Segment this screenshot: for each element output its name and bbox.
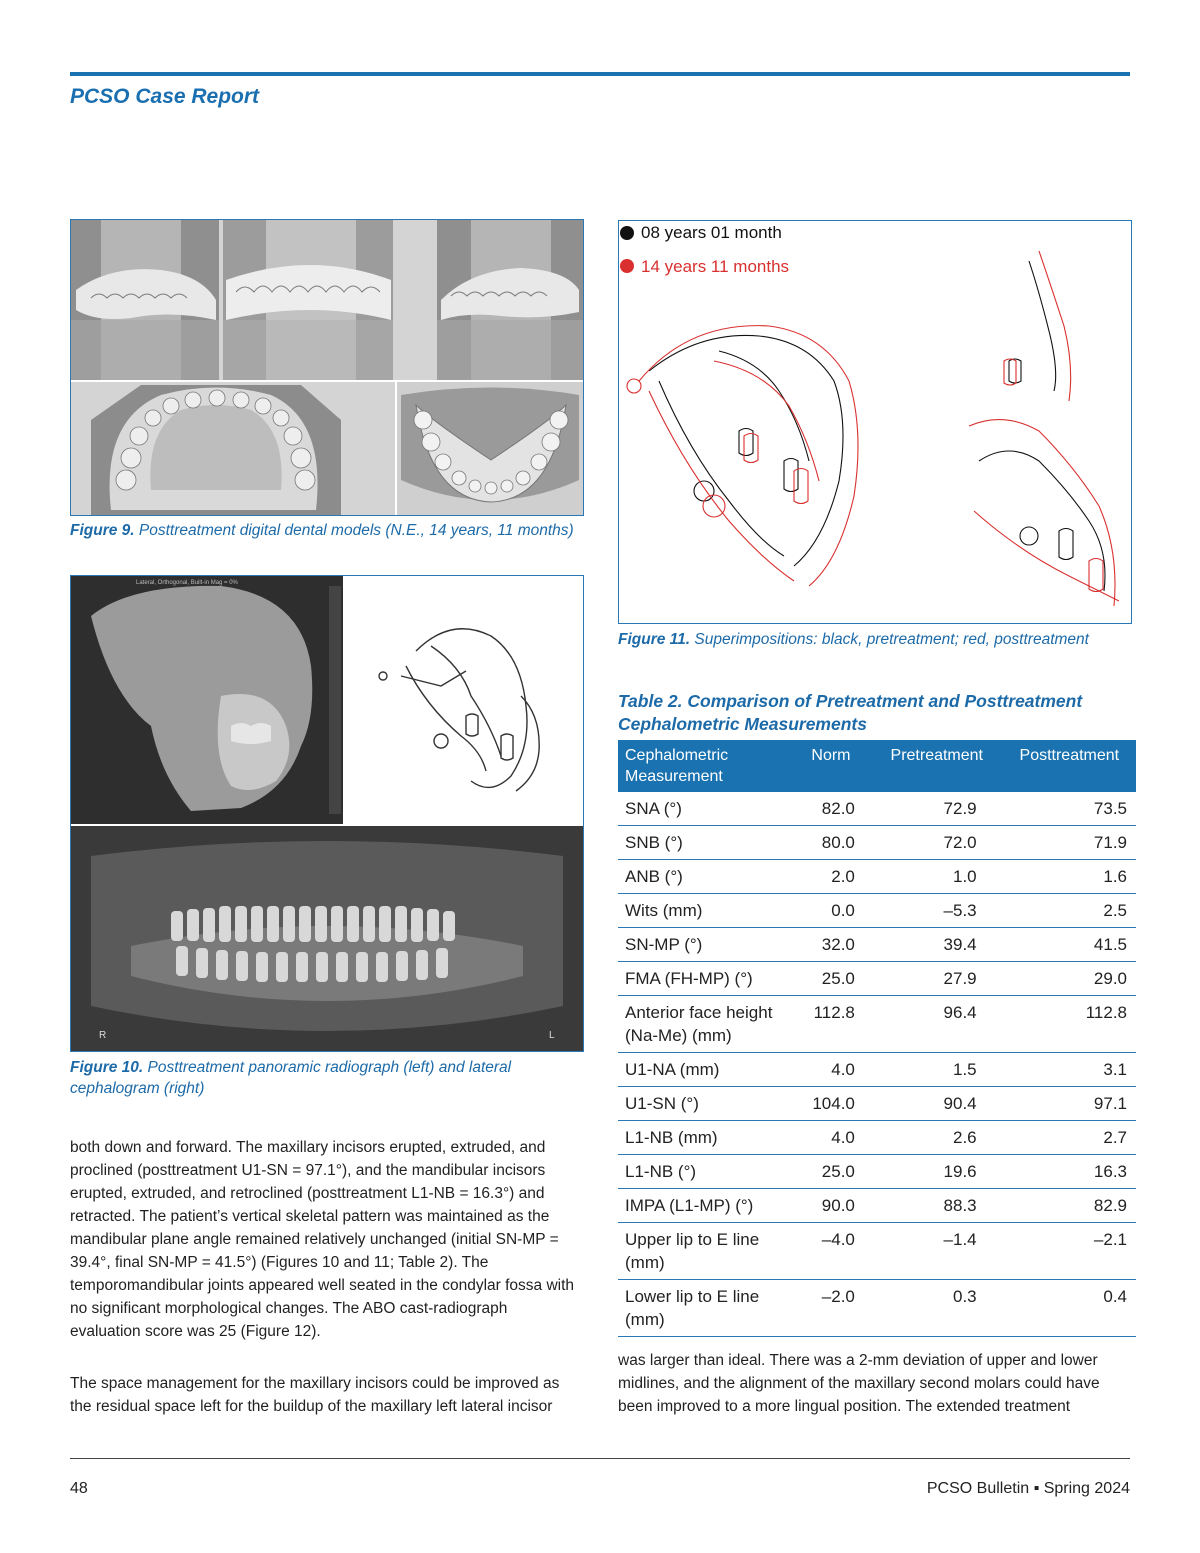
cell-norm: –2.0 (791, 1280, 871, 1337)
cell-posttreatment: –2.1 (1003, 1223, 1136, 1280)
figure-10-label: Figure 10. (70, 1059, 144, 1076)
legend-red-dot (620, 259, 634, 273)
cell-norm: 104.0 (791, 1087, 871, 1121)
cell-measurement: FMA (FH-MP) (°) (618, 962, 791, 996)
cell-measurement: Wits (mm) (618, 894, 791, 928)
table-row (618, 826, 1136, 860)
cell-pretreatment: 27.9 (871, 962, 1003, 996)
cell-posttreatment: 3.1 (1003, 1053, 1136, 1087)
cell-norm: 82.0 (791, 792, 871, 826)
cell-pretreatment: 72.9 (871, 792, 1003, 826)
figure-11-caption-text: Superimpositions: black, pretreatment; red, posttreatment (694, 631, 1089, 648)
figure-9-caption (70, 520, 590, 541)
cell-measurement: Upper lip to E line (mm) (618, 1223, 791, 1280)
figure-11-caption (618, 629, 1138, 650)
page-number: 48 (70, 1480, 88, 1497)
cell-pretreatment: 1.5 (871, 1053, 1003, 1087)
cell-posttreatment: 71.9 (1003, 826, 1136, 860)
cell-posttreatment: 2.7 (1003, 1121, 1136, 1155)
col-header-norm: Norm (791, 740, 871, 792)
cell-posttreatment: 73.5 (1003, 792, 1136, 826)
cell-measurement: L1-NB (°) (618, 1155, 791, 1189)
table-row (618, 962, 1136, 996)
table-row (618, 792, 1136, 826)
cell-posttreatment: 112.8 (1003, 996, 1136, 1053)
cell-measurement: Lower lip to E line (mm) (618, 1280, 791, 1337)
cell-measurement: SNA (°) (618, 792, 791, 826)
cell-norm: 4.0 (791, 1053, 871, 1087)
cell-pretreatment: 1.0 (871, 860, 1003, 894)
pano-left-marker: R (99, 1030, 107, 1041)
table-row (618, 1189, 1136, 1223)
cell-norm: 90.0 (791, 1189, 871, 1223)
dental-models-illustration (71, 220, 583, 515)
figure-11-label: Figure 11. (618, 631, 691, 648)
cell-norm: 2.0 (791, 860, 871, 894)
cell-measurement: Anterior face height (Na-Me) (mm) (618, 996, 791, 1053)
cell-norm: –4.0 (791, 1223, 871, 1280)
cell-pretreatment: 39.4 (871, 928, 1003, 962)
table-row (618, 1280, 1136, 1337)
cell-measurement: L1-NB (mm) (618, 1121, 791, 1155)
col-header-measurement: Cephalometric Measurement (618, 740, 791, 792)
cell-pretreatment: 0.3 (871, 1280, 1003, 1337)
cell-pretreatment: 19.6 (871, 1155, 1003, 1189)
ceph-header-text: Lateral, Orthogonal, Built-in Mag = 0% (136, 580, 238, 586)
cell-posttreatment: 2.5 (1003, 894, 1136, 928)
table-row (618, 928, 1136, 962)
cell-pretreatment: 72.0 (871, 826, 1003, 860)
cell-measurement: U1-SN (°) (618, 1087, 791, 1121)
table-row (618, 1087, 1136, 1121)
figure-10-caption (70, 1057, 570, 1099)
right-paragraph: was larger than ideal. There was a 2-mm deviation of upper and lower midlines, and the alignment of the maxillary second molars could have been improved to a more lingual position. The extended treatment (618, 1352, 1100, 1415)
table-row (618, 860, 1136, 894)
running-head: PCSO Case Report (70, 85, 260, 108)
table-row (618, 1121, 1136, 1155)
cell-measurement: U1-NA (mm) (618, 1053, 791, 1087)
cell-norm: 4.0 (791, 1121, 871, 1155)
cell-norm: 112.8 (791, 996, 871, 1053)
journal-footer: PCSO Bulletin ▪ Spring 2024 (926, 1480, 1130, 1497)
cell-posttreatment: 1.6 (1003, 860, 1136, 894)
cell-pretreatment: 88.3 (871, 1189, 1003, 1223)
cell-posttreatment: 97.1 (1003, 1087, 1136, 1121)
figure-11-superimposition (618, 220, 1132, 624)
radiographs-illustration (71, 576, 583, 1051)
cell-pretreatment: 90.4 (871, 1087, 1003, 1121)
cell-pretreatment: 2.6 (871, 1121, 1003, 1155)
superimposition-tracing (619, 221, 1131, 623)
cell-posttreatment: 41.5 (1003, 928, 1136, 962)
cell-measurement: ANB (°) (618, 860, 791, 894)
cell-norm: 80.0 (791, 826, 871, 860)
cephalometric-table (618, 740, 1136, 1337)
figure-10-caption-text: Posttreatment panoramic radiograph (left) and lateral cephalogram (right) (70, 1059, 512, 1097)
cell-posttreatment: 0.4 (1003, 1280, 1136, 1337)
legend-black-label: 08 years 01 month (641, 223, 782, 242)
figure-9-caption-text: Posttreatment digital dental models (N.E., 14 years, 11 months) (138, 522, 574, 539)
table-row (618, 1053, 1136, 1087)
left-paragraph-1: both down and forward. The maxillary incisors erupted, extruded, and proclined (posttreatment U1-SN = 97.1°), and the mandibular incisors erupted, extruded, and retroclined (posttreatment L1-NB = 16.3°) and retracted. The patient’s vertical skeletal pattern was maintained as the mandibular plane angle remained relatively unchanged (initial SN-MP = 39.4°, final SN-MP = 41.5°) (Figures 10 and 11; Table 2). The temporomandibular joints appeared well seated in the condylar fossa with no significant morphological changes. The ABO cast-radiograph evaluation score was 25 (Figure 12). (70, 1139, 575, 1340)
cell-measurement: SNB (°) (618, 826, 791, 860)
cell-pretreatment: –1.4 (871, 1223, 1003, 1280)
table-body (618, 792, 1136, 1337)
cell-norm: 0.0 (791, 894, 871, 928)
table-header-row (618, 740, 1136, 792)
table-row (618, 1223, 1136, 1280)
table-row (618, 996, 1136, 1053)
footer-rule (70, 1458, 1130, 1459)
cell-measurement: IMPA (L1-MP) (°) (618, 1189, 791, 1223)
figure-9-label: Figure 9. (70, 522, 135, 539)
legend-black-dot (620, 226, 634, 240)
cell-norm: 32.0 (791, 928, 871, 962)
cell-posttreatment: 82.9 (1003, 1189, 1136, 1223)
table-row (618, 1155, 1136, 1189)
legend-red-label: 14 years 11 months (641, 257, 790, 276)
cell-norm: 25.0 (791, 1155, 871, 1189)
cell-pretreatment: –5.3 (871, 894, 1003, 928)
left-paragraph-2: The space management for the maxillary incisors could be improved as the residual space left for the buildup of the maxillary left lateral incisor (70, 1375, 560, 1415)
cell-posttreatment: 29.0 (1003, 962, 1136, 996)
cell-measurement: SN-MP (°) (618, 928, 791, 962)
cell-pretreatment: 96.4 (871, 996, 1003, 1053)
cell-norm: 25.0 (791, 962, 871, 996)
col-header-pretreatment: Pretreatment (871, 740, 1003, 792)
figure-10-radiographs (70, 575, 584, 1052)
header-rule (70, 72, 1130, 76)
cell-posttreatment: 16.3 (1003, 1155, 1136, 1189)
table-2-title: Table 2. Comparison of Pretreatment and Posttreatment Cephalometric Measurements (618, 691, 1083, 734)
table-row (618, 894, 1136, 928)
figure-9-dental-models (70, 219, 584, 516)
col-header-posttreatment: Posttreatment (1003, 740, 1136, 792)
pano-right-marker: L (549, 1030, 555, 1041)
